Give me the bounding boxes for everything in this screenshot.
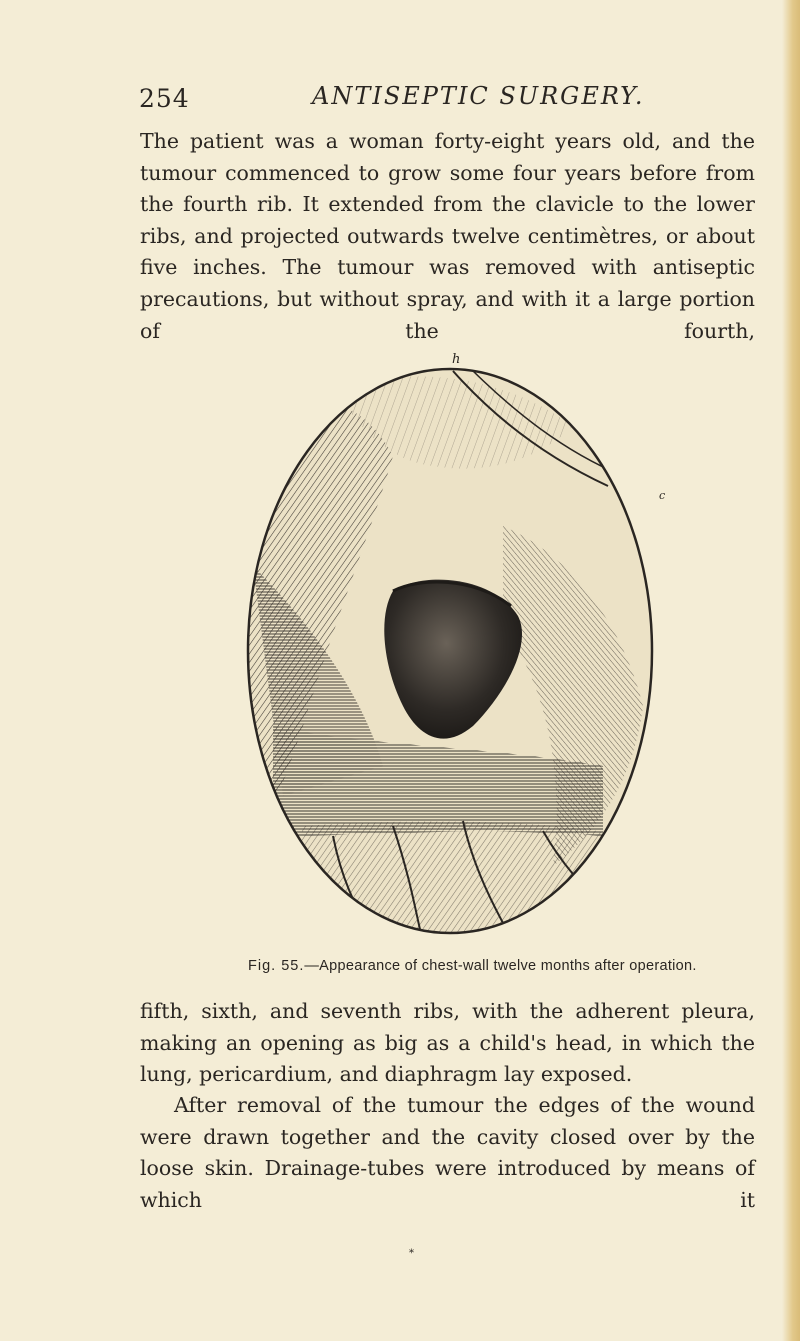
paragraph-3 bbox=[140, 1090, 755, 1216]
figure-label-c: c bbox=[659, 489, 666, 502]
text-line: lung, pericardium, and diaphragm lay exposed. bbox=[140, 1062, 633, 1087]
text-line: fourth rib. It extended from the clavicle to the lower ribs, bbox=[140, 192, 755, 248]
page-number: 254 bbox=[139, 84, 190, 113]
page-header bbox=[0, 82, 800, 118]
text-line: making an opening as big as a child's head, in which the bbox=[140, 1030, 755, 1055]
text-line: After removal of the tumour the edges of the wound bbox=[174, 1093, 755, 1117]
text-line: The patient was a woman forty-eight years old, and the bbox=[140, 129, 755, 153]
caption-text: —Appearance of chest-wall twelve months after operation. bbox=[304, 958, 697, 974]
figure-caption bbox=[248, 958, 697, 974]
text-line: fifth, sixth, and seventh ribs, with the adherent pleura, bbox=[140, 999, 755, 1023]
chest-wall-illustration bbox=[243, 366, 666, 941]
page-edge bbox=[782, 0, 800, 1341]
paragraph-2 bbox=[140, 996, 755, 1091]
figure-label-h: h bbox=[452, 352, 461, 367]
text-line: tumour commenced to grow some four years before from the bbox=[140, 160, 755, 217]
engraving-svg bbox=[243, 366, 666, 941]
signature-mark: * bbox=[409, 1248, 414, 1259]
text-line: were drawn together and the cavity closed over by the loose bbox=[140, 1124, 755, 1181]
paragraph-1 bbox=[140, 126, 755, 347]
text-line: skin. Drainage-tubes were introduced by means of which it bbox=[140, 1156, 755, 1212]
text-line: and projected outwards twelve centimètres, or about five bbox=[140, 223, 755, 280]
running-title: ANTISEPTIC SURGERY. bbox=[312, 82, 645, 110]
figure-number: Fig. 55. bbox=[248, 958, 305, 974]
text-line: but without spray, and with it a large portion of the fourth, bbox=[140, 286, 755, 343]
text-line: inches. The tumour was removed with antiseptic precautions, bbox=[140, 255, 755, 311]
